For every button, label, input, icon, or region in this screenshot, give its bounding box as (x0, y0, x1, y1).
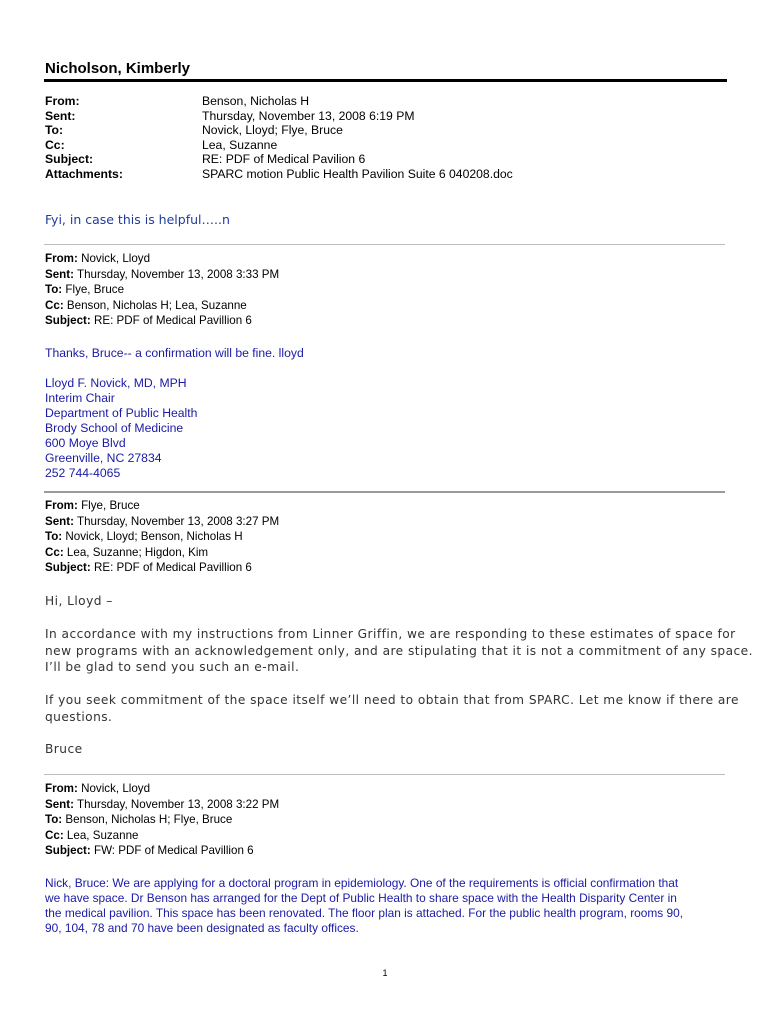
signature-line: 252 744-4065 (45, 466, 121, 480)
meta-label: Sent: (45, 514, 74, 528)
meta-label: To: (45, 813, 63, 826)
header-value: Lea, Suzanne (202, 137, 278, 152)
mailbox-owner-name: Nicholson, Kimberly (45, 60, 191, 77)
meta-row-cc (45, 828, 279, 844)
header-value: Thursday, November 13, 2008 6:19 PM (202, 108, 415, 123)
meta-label: Cc: (45, 545, 64, 559)
message-2-meta (45, 498, 279, 576)
meta-label: Sent: (45, 797, 74, 811)
message-2-greeting (45, 593, 113, 610)
signature-line: Interim Chair (45, 391, 115, 405)
meta-row-subject (45, 560, 279, 576)
header-row-cc (45, 138, 513, 153)
signature-line: Lloyd F. Novick, MD, MPH (45, 376, 187, 390)
body-line: questions. (45, 709, 113, 724)
meta-row-cc (45, 298, 279, 314)
header-row-subject (45, 152, 513, 167)
body-line: the medical pavilion. This space has been renovated. The floor plan is attached. For the public health program, rooms 90, (45, 906, 684, 920)
meta-label: From: (45, 499, 78, 512)
signature-line: Department of Public Health (45, 406, 198, 420)
message-3-body (45, 876, 683, 936)
meta-value: Benson, Nicholas H; Flye, Bruce (65, 813, 233, 826)
message-separator (44, 491, 725, 493)
meta-label: Subject: (45, 844, 91, 857)
message-2-closing (45, 741, 83, 758)
meta-value: Lea, Suzanne (66, 828, 139, 842)
header-row-sent (45, 109, 513, 124)
meta-label: To: (45, 530, 63, 543)
meta-value: Novick, Lloyd (81, 782, 151, 795)
meta-label: To: (45, 283, 63, 296)
meta-value: Lea, Suzanne; Higdon, Kim (66, 545, 209, 559)
meta-row-sent (45, 267, 279, 283)
email-header (45, 94, 513, 181)
header-label: Attachments: (45, 166, 123, 181)
header-value: RE: PDF of Medical Pavilion 6 (202, 152, 366, 166)
meta-value: Flye, Bruce (81, 499, 140, 512)
meta-value: Novick, Lloyd; Benson, Nicholas H (65, 530, 243, 543)
message-2-paragraph-2 (45, 692, 739, 725)
signature-line: 600 Moye Blvd (45, 436, 126, 450)
meta-row-from (45, 251, 279, 267)
meta-row-sent (45, 797, 279, 813)
meta-value: Novick, Lloyd (81, 252, 151, 265)
meta-row-subject (45, 843, 279, 859)
header-label: Sent: (45, 108, 76, 123)
meta-label: From: (45, 252, 78, 265)
header-row-to (45, 123, 513, 138)
meta-label: Cc: (45, 298, 64, 312)
meta-row-to (45, 282, 279, 298)
message-1-body: Thanks, Bruce-- a confirmation will be fine. lloyd (45, 346, 304, 360)
meta-row-from (45, 498, 279, 514)
meta-value: Flye, Bruce (65, 283, 125, 296)
meta-value: Benson, Nicholas H; Lea, Suzanne (66, 298, 247, 312)
attachment-filename[interactable]: SPARC motion Public Health Pavilion Suite 6 040208.doc (202, 166, 513, 181)
header-row-attachments (45, 167, 513, 182)
message-separator (44, 244, 725, 245)
closing-line: Bruce (45, 742, 83, 756)
header-label: Subject: (45, 152, 94, 166)
meta-value: Thursday, November 13, 2008 3:33 PM (77, 267, 280, 281)
meta-row-sent (45, 514, 279, 530)
message-separator (44, 774, 725, 775)
header-label: From: (45, 94, 80, 108)
body-line: 90, 104, 78 and 70 have been designated as faculty offices. (45, 921, 359, 935)
meta-value: Thursday, November 13, 2008 3:22 PM (77, 797, 280, 811)
meta-value: Thursday, November 13, 2008 3:27 PM (77, 514, 280, 528)
signature-block (45, 376, 197, 481)
body-line: Nick, Bruce: We are applying for a doctoral program in epidemiology. One of the requirements is official confirmation that (45, 876, 679, 890)
header-label: To: (45, 123, 64, 137)
meta-value: FW: PDF of Medical Pavillion 6 (93, 844, 254, 857)
signature-line: Brody School of Medicine (45, 421, 184, 435)
body-line: If you seek commitment of the space itself we’ll need to obtain that from SPARC. Let me know if there are (45, 693, 739, 707)
fyi-note: Fyi, in case this is helpful…..n (45, 212, 230, 227)
meta-row-cc (45, 545, 279, 561)
page-number: 1 (382, 968, 388, 978)
meta-label: Sent: (45, 267, 74, 281)
body-line: I’ll be glad to send you such an e-mail. (45, 660, 300, 674)
meta-label: Subject: (45, 314, 91, 327)
meta-row-from (45, 781, 279, 797)
greeting-line: Hi, Lloyd – (45, 594, 113, 608)
header-row-from (45, 94, 513, 109)
header-value: Benson, Nicholas H (202, 94, 310, 108)
message-3-meta (45, 781, 279, 859)
body-line: In accordance with my instructions from Linner Griffin, we are responding to these estimates of space for (45, 627, 736, 641)
meta-row-subject (45, 313, 279, 329)
meta-row-to (45, 529, 279, 545)
message-1-meta (45, 251, 279, 329)
signature-line: Greenville, NC 27834 (45, 451, 162, 465)
message-2-paragraph-1 (45, 626, 753, 676)
body-line: we have space. Dr Benson has arranged for the Dept of Public Health to share space with the Health Disparity Center in (45, 891, 677, 905)
body-line: new programs with an acknowledgement only, and are stipulating that it is not a commitment of any space. (45, 643, 753, 658)
header-value: Novick, Lloyd; Flye, Bruce (202, 123, 343, 137)
meta-label: From: (45, 782, 78, 795)
meta-label: Subject: (45, 561, 91, 574)
meta-row-to (45, 812, 279, 828)
title-rule (44, 79, 727, 82)
meta-value: RE: PDF of Medical Pavillion 6 (93, 314, 252, 327)
meta-value: RE: PDF of Medical Pavillion 6 (93, 561, 252, 574)
header-label: Cc: (45, 137, 65, 152)
meta-label: Cc: (45, 828, 64, 842)
